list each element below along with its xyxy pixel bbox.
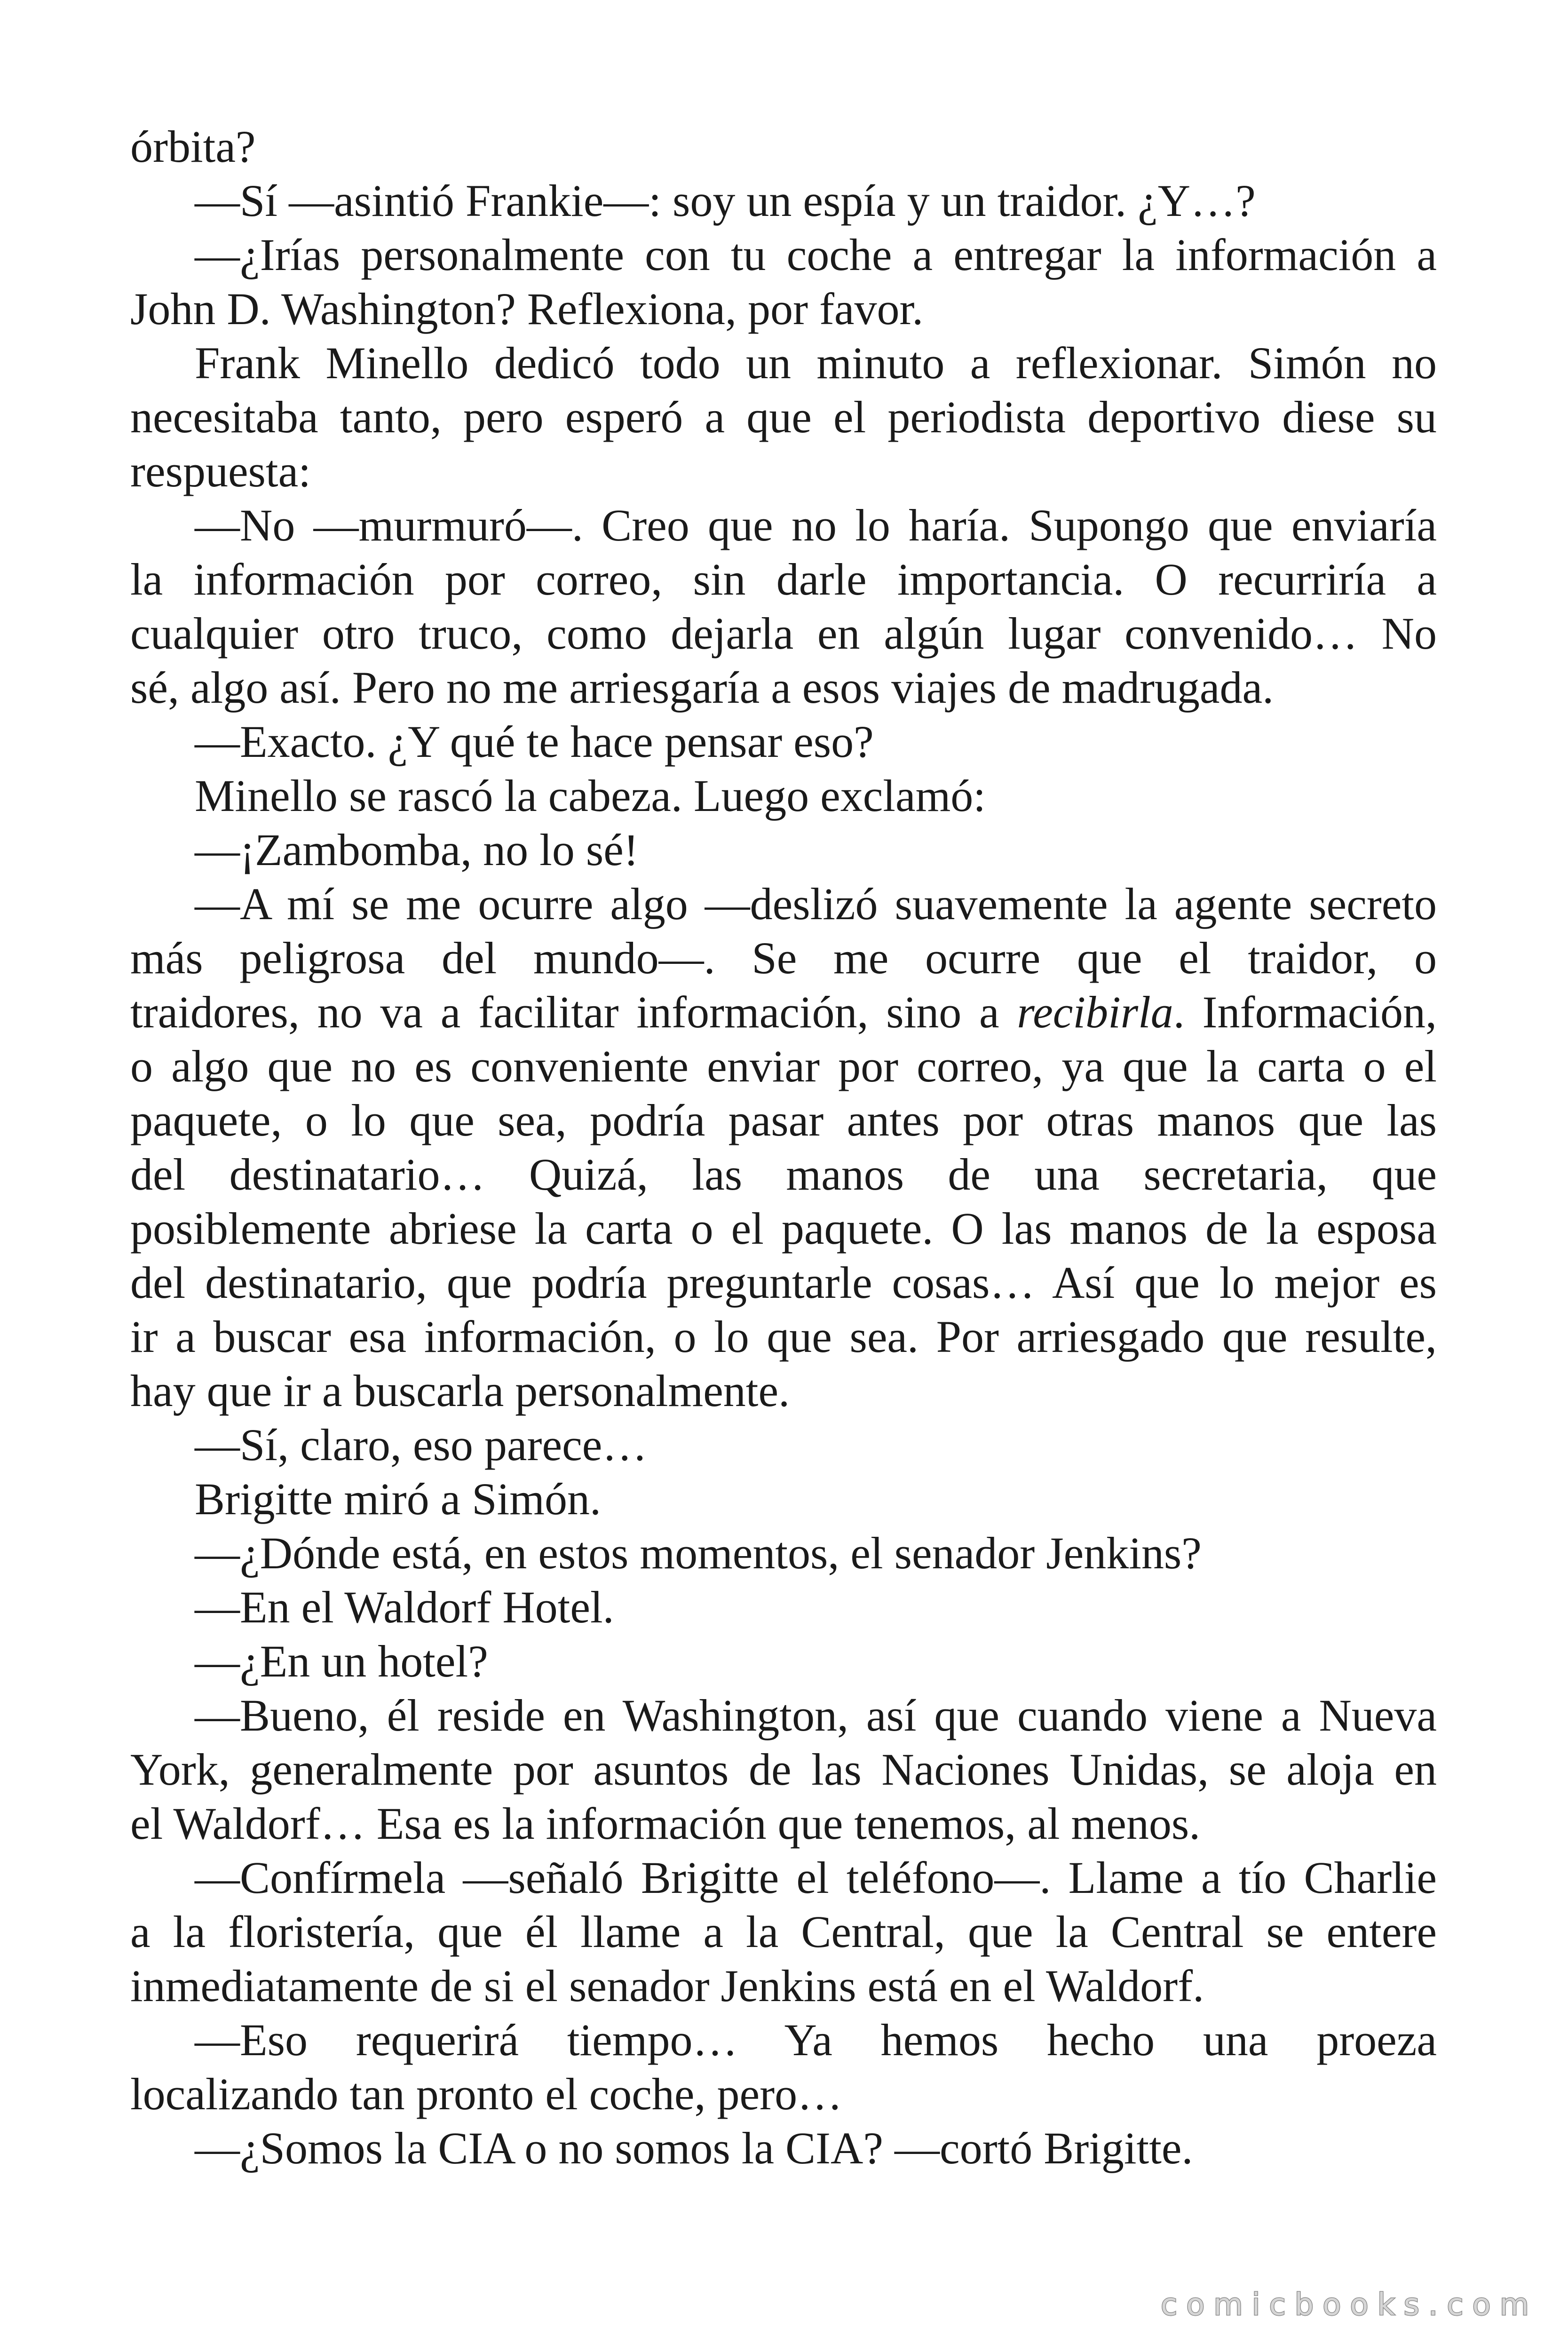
watermark: comicbooks.com	[1161, 2288, 1538, 2322]
text-line: posiblemente abriese la carta o el paquete. O las manos de la esposa	[130, 1203, 1437, 1254]
paragraph	[130, 1526, 1437, 1580]
text-line: necesitaba tanto, pero esperó a que el periodista deportivo diese su	[130, 392, 1437, 442]
paragraph	[130, 1472, 1437, 1526]
text-line: —Confírmela —señaló Brigitte el teléfono—. Llame a tío Charlie	[195, 1852, 1437, 1903]
text-line: hay que ir a buscarla personalmente.	[130, 1366, 790, 1416]
paragraph	[130, 715, 1437, 769]
text-line: —Bueno, él reside en Washington, así que cuando viene a Nueva	[195, 1690, 1437, 1740]
paragraph	[130, 2013, 1437, 2121]
text-line: —Sí —asintió Frankie—: soy un espía y un traidor. ¿Y…?	[195, 175, 1256, 226]
text-segment: traidores, no va a facilitar información, sino a	[130, 987, 1017, 1037]
text-line: órbita?	[130, 121, 256, 172]
text-line: sé, algo así. Pero no me arriesgaría a esos viajes de madrugada.	[130, 662, 1274, 713]
text-line: —¿Irías personalmente con tu coche a entregar la información a	[195, 230, 1437, 280]
text-line: —¿Dónde está, en estos momentos, el senador Jenkins?	[195, 1528, 1202, 1578]
paragraph	[130, 1688, 1437, 1851]
text-line: la información por correo, sin darle importancia. O recurriría a	[130, 554, 1437, 604]
text-line: —En el Waldorf Hotel.	[195, 1582, 614, 1632]
text-line: —Eso requerirá tiempo… Ya hemos hecho una proeza	[195, 2015, 1437, 2065]
text-line: más peligrosa del mundo—. Se me ocurre que el traidor, o	[130, 933, 1437, 983]
text-line: —¡Zambomba, no lo sé!	[195, 825, 639, 875]
text-line: —A mí se me ocurre algo —deslizó suavemente la agente secreto	[195, 879, 1437, 929]
text-line: o algo que no es conveniente enviar por correo, ya que la carta o el	[130, 1041, 1437, 1091]
text-line: —No —murmuró—. Creo que no lo haría. Supongo que enviaría	[195, 500, 1437, 550]
text-line: Frank Minello dedicó todo un minuto a reflexionar. Simón no	[195, 338, 1437, 388]
text-line: del destinatario… Quizá, las manos de una secretaria, que	[130, 1149, 1437, 1200]
text-line: paquete, o lo que sea, podría pasar antes por otras manos que las	[130, 1095, 1437, 1145]
paragraph	[130, 1580, 1437, 1634]
paragraph	[130, 769, 1437, 823]
paragraph	[130, 1418, 1437, 1472]
text-line: —¿Somos la CIA o no somos la CIA? —cortó Brigitte.	[195, 2123, 1193, 2173]
paragraph	[130, 877, 1437, 1418]
paragraph	[130, 228, 1437, 336]
text-segment: . Información,	[1173, 987, 1437, 1037]
paragraph	[130, 1851, 1437, 2013]
text-line: el Waldorf… Esa es la información que tenemos, al menos.	[130, 1798, 1201, 1849]
carryover-paragraph	[130, 119, 1437, 174]
emphasized-text: recibirla	[1017, 987, 1173, 1037]
text-line	[130, 985, 1437, 1039]
text-line: localizando tan pronto el coche, pero…	[130, 2069, 843, 2119]
paragraph	[130, 336, 1437, 498]
paragraph	[130, 2121, 1437, 2175]
text-line: inmediatamente de si el senador Jenkins está en el Waldorf.	[130, 1961, 1204, 2011]
text-line: respuesta:	[130, 446, 311, 496]
text-line: —Exacto. ¿Y qué te hace pensar eso?	[195, 716, 874, 767]
text-line: a la floristería, que él llame a la Central, que la Central se entere	[130, 1907, 1437, 1957]
text-line: cualquier otro truco, como dejarla en algún lugar convenido… No	[130, 608, 1437, 659]
text-line: Minello se rascó la cabeza. Luego exclamó:	[195, 771, 986, 821]
paragraph	[130, 174, 1437, 228]
text-line: —Sí, claro, eso parece…	[195, 1420, 648, 1470]
paragraph	[130, 498, 1437, 715]
text-line: John D. Washington? Reflexiona, por favor.	[130, 284, 924, 334]
paragraph	[130, 823, 1437, 877]
text-line: —¿En un hotel?	[195, 1636, 488, 1686]
body-text	[130, 119, 1437, 2175]
paragraph	[130, 1634, 1437, 1688]
text-line: York, generalmente por asuntos de las Naciones Unidas, se aloja en	[130, 1744, 1437, 1795]
text-line: ir a buscar esa información, o lo que sea. Por arriesgado que resulte,	[130, 1311, 1437, 1362]
text-line: del destinatario, que podría preguntarle cosas… Así que lo mejor es	[130, 1257, 1437, 1308]
text-line: Brigitte miró a Simón.	[195, 1474, 601, 1524]
